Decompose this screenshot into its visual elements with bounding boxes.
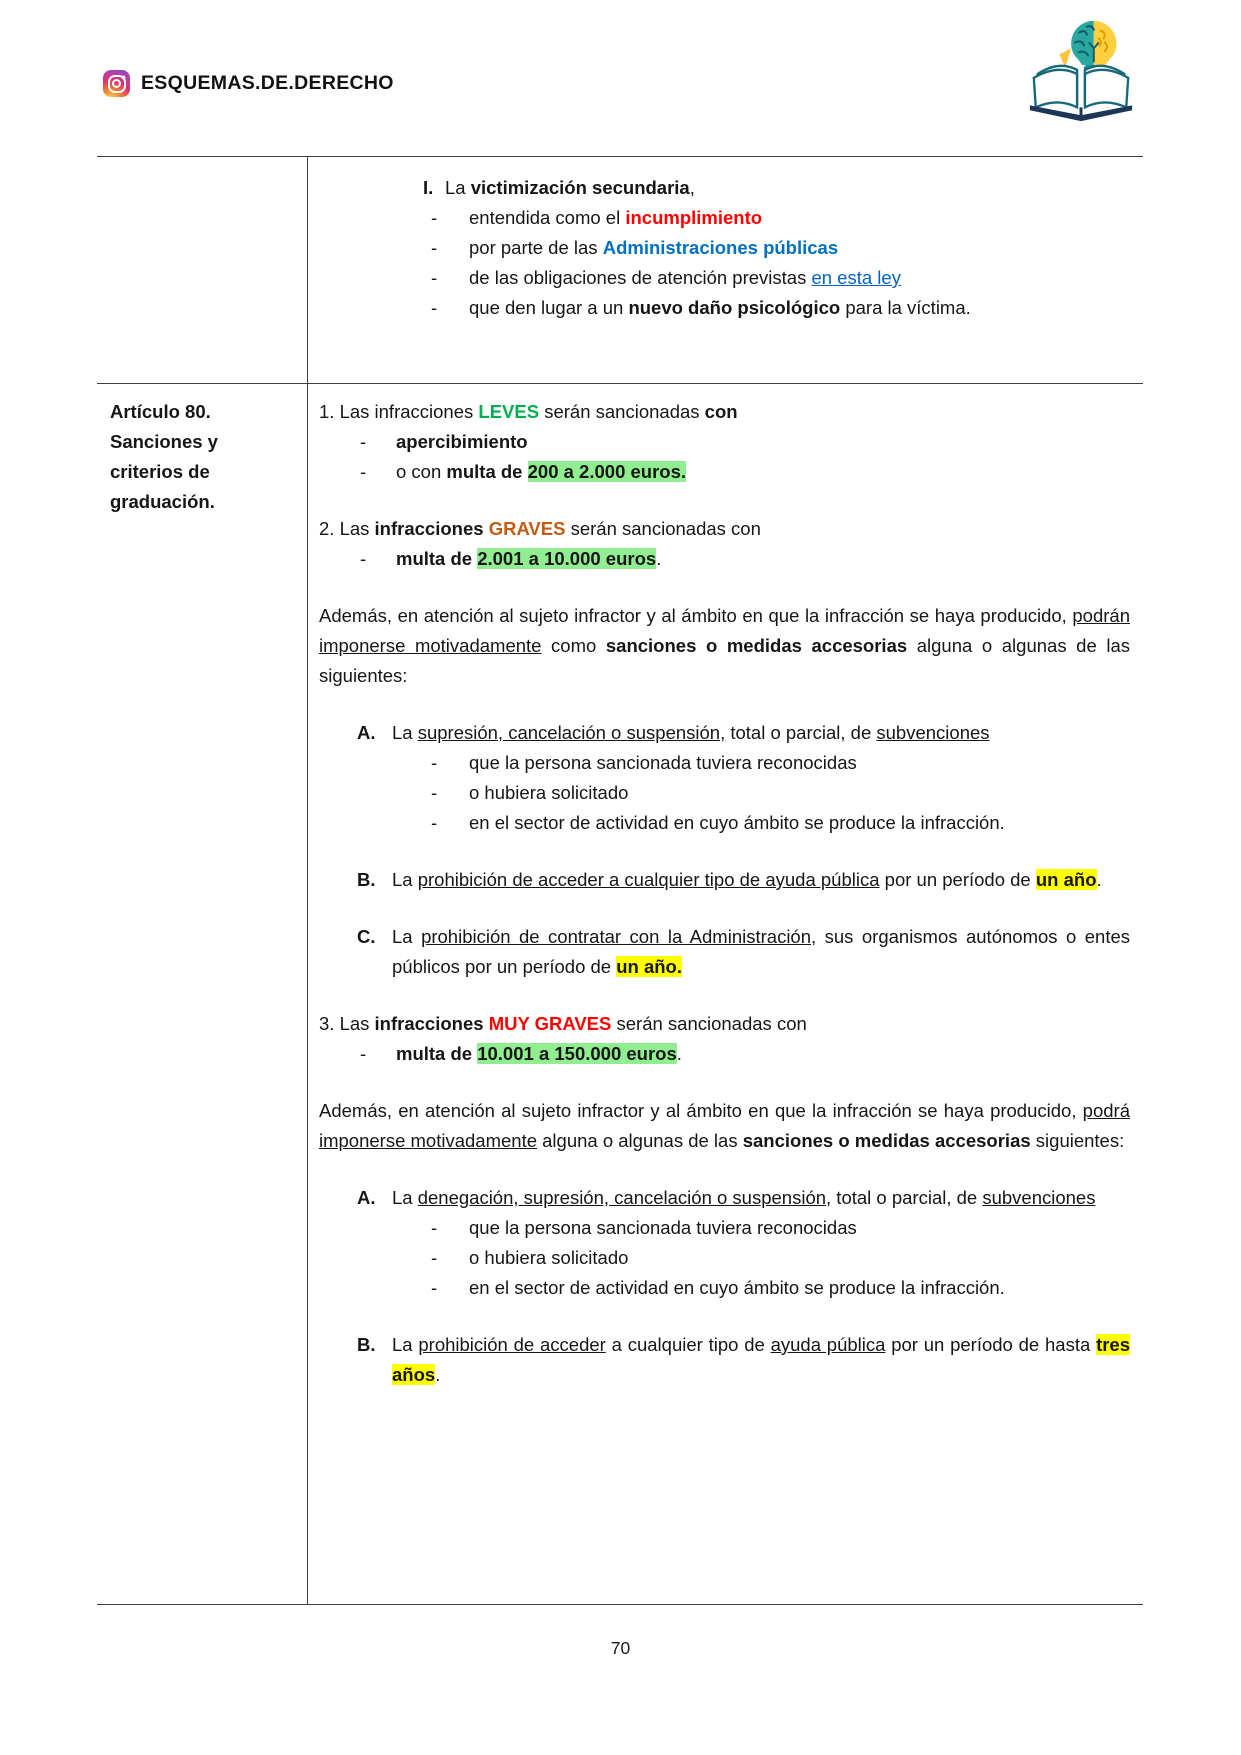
header-brand xyxy=(103,70,394,97)
block-subdash xyxy=(431,778,1130,808)
list-item-text xyxy=(469,263,1130,293)
text-segment: MUY GRAVES xyxy=(488,1013,612,1034)
brand-text: ESQUEMAS.DE.DERECHO xyxy=(141,72,394,94)
text-segment: podrá imponerse motivadamente xyxy=(319,1100,1130,1151)
text-segment: alguna o algunas de las xyxy=(537,1130,743,1151)
text-segment: prohibición de contratar con la Administración xyxy=(421,926,812,947)
list-marker: - xyxy=(431,237,438,258)
text-segment: que la persona sancionada tuviera reconocidas xyxy=(469,1217,857,1238)
article-title-line: Sanciones y xyxy=(110,431,218,452)
list-item-text xyxy=(392,1330,1130,1390)
block-subdash xyxy=(431,1273,1130,1303)
article-title-line: graduación. xyxy=(110,491,215,512)
text-segment: serán sancionadas con xyxy=(565,518,761,539)
text-segment: por un período de xyxy=(879,869,1036,890)
list-marker: - xyxy=(431,1217,438,1238)
block-subdash xyxy=(431,808,1130,838)
text-segment: que den lugar a un xyxy=(469,297,629,318)
list-item-text xyxy=(396,1039,1130,1069)
text-segment: o hubiera solicitado xyxy=(469,1247,629,1268)
page-number: 70 xyxy=(610,1638,631,1658)
text-segment: subvenciones xyxy=(982,1187,1096,1208)
list-item-text xyxy=(392,865,1130,895)
text-segment: prohibición de acceder xyxy=(418,1334,606,1355)
text-segment: por parte de las xyxy=(469,237,603,258)
block-dash xyxy=(360,427,1130,457)
list-marker: B. xyxy=(357,869,376,890)
list-marker: I. xyxy=(423,177,434,198)
block-subdash xyxy=(431,263,1130,293)
text-segment: La xyxy=(392,1187,418,1208)
list-marker: - xyxy=(360,431,367,452)
text-segment: , sus organismos autónomos o entes públicos por un período de xyxy=(392,926,1131,977)
block-num xyxy=(319,1009,1130,1039)
text-segment: GRAVES xyxy=(488,518,566,539)
text-segment: siguientes: xyxy=(1030,1130,1125,1151)
text-segment: por un período de hasta xyxy=(885,1334,1097,1355)
text-segment: Además, en atención al sujeto infractor y al ámbito en que la infracción se haya producido, xyxy=(319,605,1073,626)
text-segment: 200 a 2.000 euros. xyxy=(527,461,687,482)
block-letter xyxy=(357,1183,1130,1213)
text-segment: Administraciones públicas xyxy=(602,237,839,258)
list-marker: - xyxy=(360,548,367,569)
list-item-text xyxy=(469,778,1130,808)
list-marker: - xyxy=(360,1043,367,1064)
text-segment: . xyxy=(656,548,662,569)
text-segment: La xyxy=(445,177,471,198)
text-segment: La xyxy=(392,722,418,743)
text-segment: con xyxy=(704,401,738,422)
list-marker: A. xyxy=(357,1187,376,1208)
table-row xyxy=(97,384,1143,1605)
text-segment: , xyxy=(689,177,695,198)
list-marker: - xyxy=(431,297,438,318)
text-segment: La xyxy=(392,926,422,947)
text-segment: alguna o algunas de las siguientes: xyxy=(319,635,1130,686)
text-segment: o con xyxy=(396,461,447,482)
text-segment: a cualquier tipo de xyxy=(605,1334,771,1355)
table-cell-article-title xyxy=(97,384,308,1604)
text-segment: denegación, supresión, cancelación o suspensión, xyxy=(417,1187,832,1208)
text-segment: victimización secundaria xyxy=(470,177,690,198)
text-segment: subvenciones xyxy=(876,722,990,743)
list-item-text xyxy=(469,233,1130,263)
list-item-text xyxy=(392,922,1130,982)
text-segment: 2. Las xyxy=(319,518,375,539)
list-item-text xyxy=(469,1243,1130,1273)
table-row xyxy=(97,157,1143,384)
list-marker: A. xyxy=(357,722,376,743)
block-num xyxy=(319,514,1130,544)
block-subdash xyxy=(431,233,1130,263)
list-item-text xyxy=(469,808,1130,838)
inline-link[interactable]: en esta ley xyxy=(811,267,901,288)
text-segment: supresión, cancelación o suspensión, xyxy=(417,722,726,743)
text-segment: infracciones xyxy=(374,1013,484,1034)
block-para xyxy=(319,1096,1130,1156)
text-segment: 10.001 a 150.000 euros xyxy=(477,1043,677,1064)
list-item-text xyxy=(392,1183,1130,1213)
block-subdash xyxy=(431,203,1130,233)
article-title-line: criterios de xyxy=(110,461,210,482)
list-marker: - xyxy=(360,461,367,482)
text-segment: entendida como el xyxy=(469,207,626,228)
list-item-text xyxy=(396,427,1130,457)
list-item-text xyxy=(469,293,1130,323)
text-segment: multa de xyxy=(396,1043,478,1064)
block-para xyxy=(319,601,1130,691)
text-segment: Además, en atención al sujeto infractor y al ámbito en que la infracción se haya producido, xyxy=(319,1100,1083,1121)
text-segment: LEVES xyxy=(478,401,540,422)
list-item-text xyxy=(469,748,1130,778)
block-subdash xyxy=(431,748,1130,778)
list-marker: - xyxy=(431,1247,438,1268)
text-segment: incumplimiento xyxy=(625,207,763,228)
text-segment: . xyxy=(435,1364,441,1385)
text-segment: serán sancionadas con xyxy=(611,1013,807,1034)
list-marker: - xyxy=(431,1277,438,1298)
list-item-text xyxy=(396,544,1130,574)
text-segment: sanciones o medidas accesorias xyxy=(605,635,908,656)
text-segment: apercibimiento xyxy=(396,431,528,452)
text-segment: 2.001 a 10.000 euros xyxy=(477,548,657,569)
text-segment: ayuda pública xyxy=(770,1334,886,1355)
list-marker: - xyxy=(431,752,438,773)
table-cell-content xyxy=(308,384,1143,1604)
text-segment: infracciones xyxy=(374,518,484,539)
block-subdash xyxy=(431,1243,1130,1273)
block-dash xyxy=(360,1039,1130,1069)
block-letter xyxy=(357,922,1130,982)
text-segment: de las obligaciones de atención previstas xyxy=(469,267,812,288)
text-segment: como xyxy=(541,635,606,656)
text-segment: total o parcial, de xyxy=(831,1187,983,1208)
text-segment: en el sector de actividad en cuyo ámbito se produce la infracción. xyxy=(469,812,1005,833)
text-segment: tres años xyxy=(392,1334,1131,1385)
text-segment: nuevo daño psicológico xyxy=(628,297,841,318)
text-segment: sanciones o medidas accesorias xyxy=(742,1130,1031,1151)
block-roman xyxy=(423,173,1130,203)
text-segment: serán sancionadas xyxy=(539,401,705,422)
text-segment: 1. Las infracciones xyxy=(319,401,479,422)
list-marker: B. xyxy=(357,1334,376,1355)
block-subdash xyxy=(431,1213,1130,1243)
block-letter xyxy=(357,865,1130,895)
block-dash xyxy=(360,544,1130,574)
text-segment: . xyxy=(676,1043,682,1064)
text-segment: La xyxy=(392,869,418,890)
text-segment: un año xyxy=(1035,869,1097,890)
text-segment: un año. xyxy=(616,956,682,977)
list-marker: - xyxy=(431,267,438,288)
article-table xyxy=(97,156,1143,1605)
list-item-text xyxy=(396,457,1130,487)
list-item-text xyxy=(392,718,1130,748)
text-segment: para la víctima. xyxy=(840,297,971,318)
text-segment: 3. Las xyxy=(319,1013,375,1034)
list-marker: C. xyxy=(357,926,376,947)
block-subdash xyxy=(431,293,1130,323)
block-letter xyxy=(357,718,1130,748)
list-item-text xyxy=(469,203,1130,233)
text-segment: multa de xyxy=(446,461,528,482)
text-segment: podrán imponerse motivadamente xyxy=(319,605,1130,656)
list-marker: - xyxy=(431,782,438,803)
article-title-line: Artículo 80. xyxy=(110,401,211,422)
list-marker: - xyxy=(431,207,438,228)
instagram-icon xyxy=(103,70,130,97)
list-item-text xyxy=(469,1213,1130,1243)
text-segment: en el sector de actividad en cuyo ámbito se produce la infracción. xyxy=(469,1277,1005,1298)
table-cell-left-empty xyxy=(97,157,308,383)
text-segment: o hubiera solicitado xyxy=(469,782,629,803)
text-segment: que la persona sancionada tuviera reconocidas xyxy=(469,752,857,773)
table-cell-content xyxy=(308,157,1143,383)
block-num xyxy=(319,397,1130,427)
text-segment: multa de xyxy=(396,548,478,569)
list-item-text xyxy=(469,1273,1130,1303)
text-segment: La xyxy=(392,1334,419,1355)
brain-bulb-book-logo-icon xyxy=(1022,12,1140,124)
text-segment: total o parcial, de xyxy=(725,722,877,743)
block-dash xyxy=(360,457,1130,487)
list-item-text xyxy=(445,173,1130,203)
text-segment: prohibición de acceder a cualquier tipo de ayuda pública xyxy=(417,869,880,890)
block-letter xyxy=(357,1330,1130,1390)
list-marker: - xyxy=(431,812,438,833)
text-segment: . xyxy=(1096,869,1102,890)
